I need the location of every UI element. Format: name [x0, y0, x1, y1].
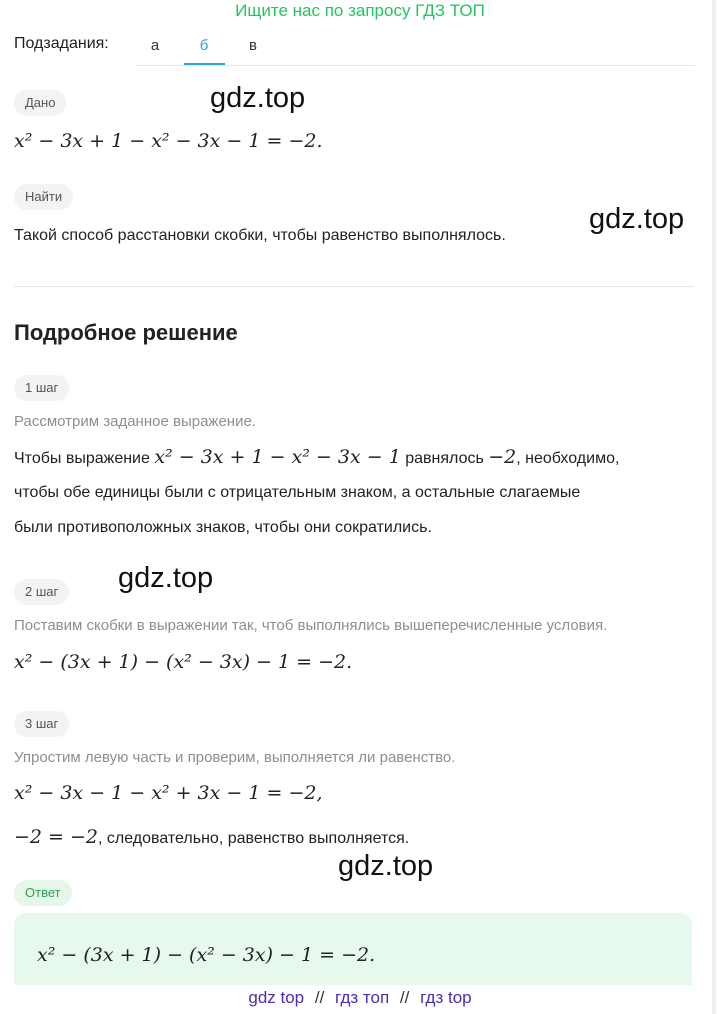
- tab-b[interactable]: б: [199, 37, 209, 54]
- footer-separator: //: [399, 988, 410, 1007]
- tabs-divider: [135, 65, 695, 66]
- step-2-expression: x² − (3x + 1) − (x² − 3x) − 1 = −2.: [14, 651, 353, 673]
- tab-a[interactable]: а: [150, 37, 160, 54]
- step-1-expression: x² − 3x + 1 − x² − 3x − 1: [154, 446, 401, 468]
- step-1-line-2: чтобы обе единицы были с отрицательным знаком, а остальные слагаемые: [14, 484, 581, 501]
- find-text: Такой способ расстановки скобки, чтобы равенство выполнялось.: [14, 227, 506, 244]
- step-1-badge: 1 шаг: [14, 375, 69, 401]
- watermark: gdz.top: [589, 203, 685, 235]
- search-banner: Ищите нас по запросу ГДЗ ТОП: [235, 1, 485, 20]
- scrollbar-track[interactable]: [712, 0, 716, 1014]
- step-1-line-1: [14, 440, 619, 476]
- step-3-hint: Упростим левую часть и проверим, выполняется ли равенство.: [14, 749, 456, 766]
- find-badge: Найти: [14, 184, 73, 210]
- section-divider: [14, 286, 694, 287]
- step-1-value: −2: [488, 446, 517, 468]
- footer-link-2[interactable]: гдз топ: [335, 988, 390, 1007]
- footer-link-1[interactable]: gdz top: [248, 988, 305, 1007]
- step-1-line-3: были противоположных знаков, чтобы они сократились.: [14, 519, 432, 536]
- step-1-text-b: равнялось: [405, 450, 484, 467]
- step-1-hint: Рассмотрим заданное выражение.: [14, 413, 256, 430]
- given-badge: Дано: [14, 90, 66, 116]
- subtasks-label: Подзадания:: [14, 35, 109, 52]
- step-1-text-c: , необходимо,: [516, 450, 620, 467]
- watermark: gdz.top: [118, 562, 214, 594]
- step-1-text-a: Чтобы выражение: [14, 450, 150, 467]
- active-tab-indicator: [184, 63, 225, 65]
- answer-expression: x² − (3x + 1) − (x² − 3x) − 1 = −2.: [37, 944, 376, 966]
- given-expression: x² − 3x + 1 − x² − 3x − 1 = −2.: [14, 130, 323, 152]
- answer-badge: Ответ: [14, 880, 72, 906]
- solution-title: Подробное решение: [14, 320, 238, 345]
- step-3-result-text: , следовательно, равенство выполняется.: [98, 830, 410, 847]
- step-3-expression: x² − 3x − 1 − x² + 3x − 1 = −2,: [14, 782, 323, 804]
- step-2-badge: 2 шаг: [14, 579, 69, 605]
- watermark: gdz.top: [338, 850, 434, 882]
- step-2-hint: Поставим скобки в выражении так, чтоб выполнялись вышеперечисленные условия.: [14, 617, 608, 634]
- tab-v[interactable]: в: [249, 37, 257, 54]
- watermark: gdz.top: [210, 82, 306, 114]
- footer-separator: //: [314, 988, 325, 1007]
- step-3-badge: 3 шаг: [14, 711, 69, 737]
- step-3-result-expression: −2 = −2: [14, 826, 99, 848]
- footer-links: [0, 988, 720, 1008]
- footer-link-3[interactable]: гдз top: [420, 988, 472, 1007]
